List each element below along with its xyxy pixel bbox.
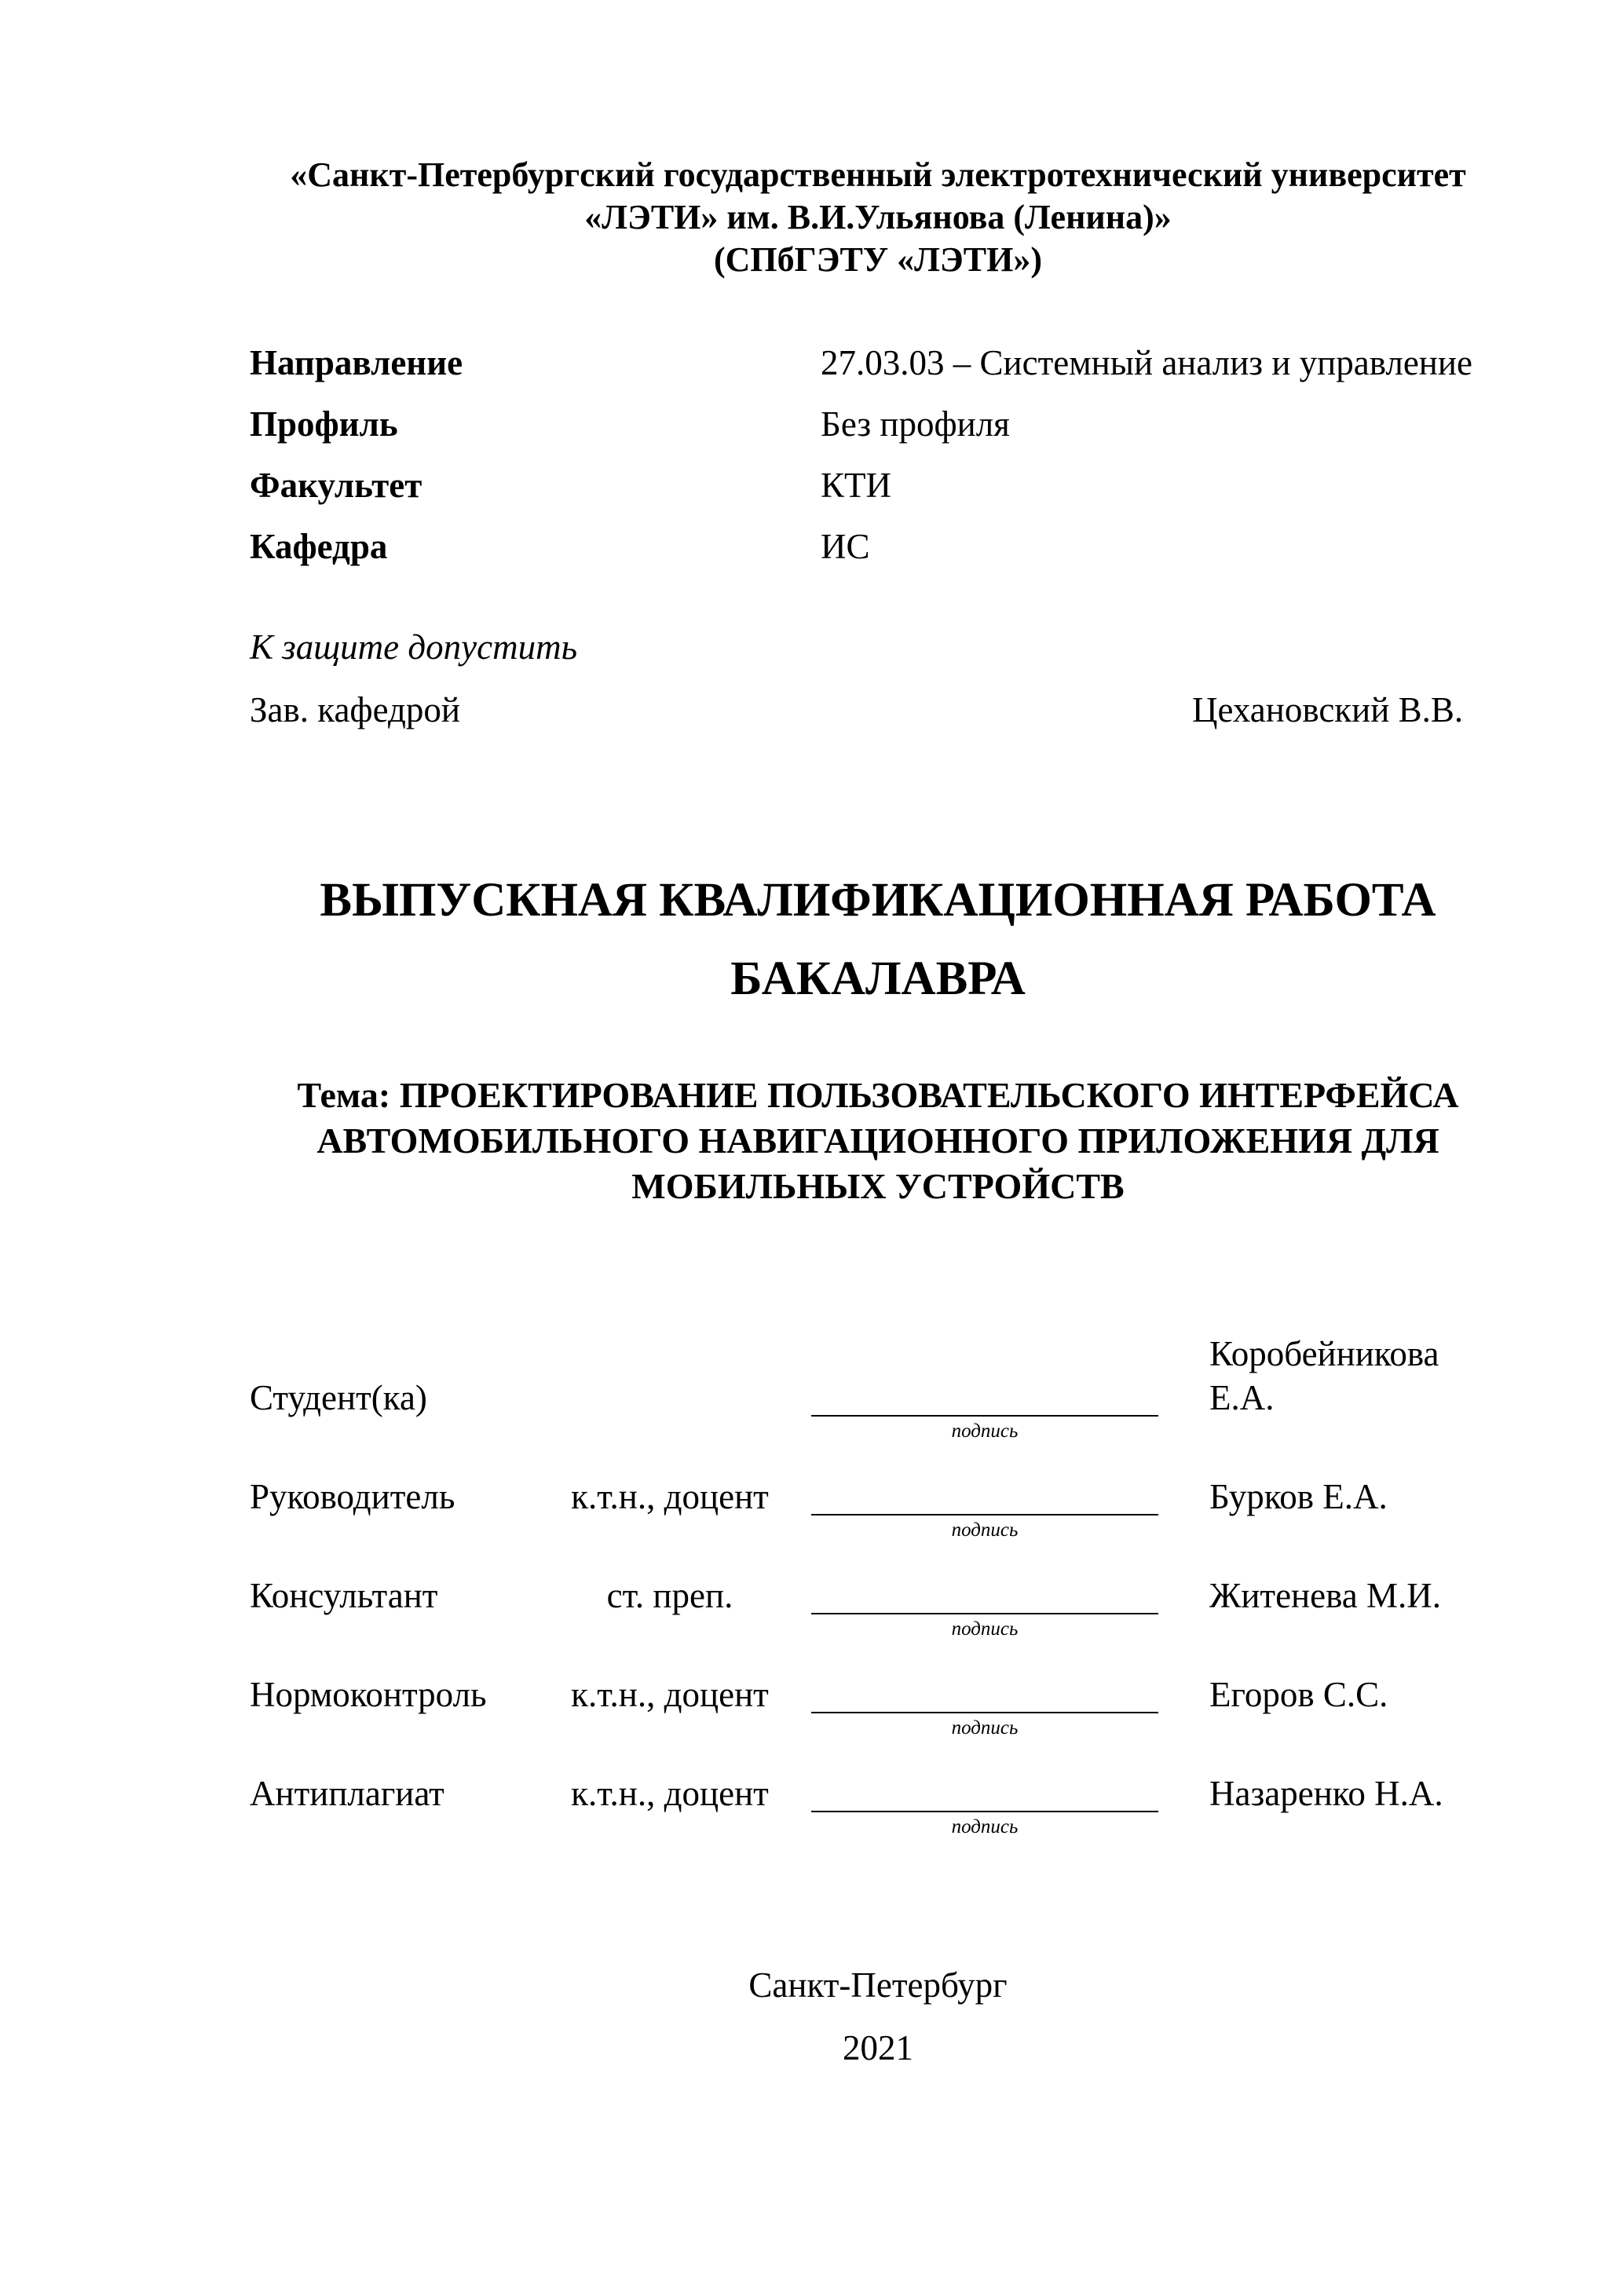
signature-line-consultant [811, 1613, 1158, 1614]
signature-name-student-line2: Е.А. [1209, 1378, 1275, 1417]
faculty-label: Факультет [250, 466, 422, 505]
department-head-name: Цехановский В.В. [1192, 690, 1464, 729]
topic [250, 1073, 1506, 1209]
signature-role-normcontrol: Нормоконтроль [250, 1675, 487, 1714]
signature-caption-supervisor: подпись [951, 1519, 1019, 1541]
signature-name-supervisor: Бурков Е.А. [1209, 1477, 1388, 1516]
profile-label: Профиль [250, 404, 398, 444]
signature-line-antiplagiarism [811, 1811, 1158, 1812]
signature-role-antiplagiarism: Антиплагиат [250, 1774, 444, 1813]
signature-caption-antiplagiarism: подпись [951, 1816, 1019, 1837]
signature-role-supervisor: Руководитель [250, 1477, 455, 1516]
department-head-label: Зав. кафедрой [250, 690, 460, 729]
signature-caption-student: подпись [951, 1420, 1019, 1442]
signature-caption-consultant: подпись [951, 1618, 1019, 1640]
work-title-line2: БАКАЛАВРА [730, 952, 1026, 1005]
signature-role-consultant: Консультант [250, 1576, 438, 1615]
signature-role-student: Студент(ка) [250, 1378, 427, 1417]
topic-line3: МОБИЛЬНЫХ УСТРОЙСТВ [631, 1166, 1125, 1206]
direction-label: Направление [250, 343, 463, 382]
signature-rank-consultant: ст. преп. [606, 1576, 733, 1615]
signature-rank-normcontrol: к.т.н., доцент [571, 1675, 769, 1714]
admission-note: К защите допустить [250, 627, 578, 667]
university-name-line2: «ЛЭТИ» им. В.И.Ульянова (Ленина)» [584, 198, 1172, 236]
footer-year: 2021 [843, 2028, 913, 2067]
department-label: Кафедра [250, 527, 388, 566]
signature-caption-normcontrol: подпись [951, 1717, 1019, 1738]
work-title-line1: ВЫПУСКНАЯ КВАЛИФИКАЦИОННАЯ РАБОТА [320, 874, 1436, 927]
faculty-value: КТИ [821, 466, 891, 505]
signature-rank-supervisor: к.т.н., доцент [571, 1477, 769, 1516]
department-value: ИС [821, 527, 870, 566]
signature-line-student [811, 1415, 1158, 1417]
topic-line2: АВТОМОБИЛЬНОГО НАВИГАЦИОННОГО ПРИЛОЖЕНИЯ ДЛЯ [316, 1121, 1439, 1161]
signature-name-normcontrol: Егоров С.С. [1209, 1675, 1388, 1714]
topic-line1: Тема: ПРОЕКТИРОВАНИЕ ПОЛЬЗОВАТЕЛЬСКОГО ИНТЕРФЕЙСА [297, 1075, 1459, 1115]
footer-city: Санкт-Петербург [748, 1965, 1008, 2005]
signature-name-student-line1: Коробейникова [1209, 1334, 1439, 1373]
profile-value: Без профиля [821, 404, 1010, 444]
signature-rank-antiplagiarism: к.т.н., доцент [571, 1774, 769, 1813]
signature-line-supervisor [811, 1514, 1158, 1515]
signature-line-normcontrol [811, 1712, 1158, 1713]
university-abbreviation: (СПбГЭТУ «ЛЭТИ») [714, 240, 1042, 279]
university-header [250, 154, 1506, 281]
direction-value: 27.03.03 – Системный анализ и управление [821, 343, 1472, 382]
university-name-line1: «Санкт-Петербургский государственный электротехнический университет [290, 155, 1466, 194]
signature-name-consultant: Житенева М.И. [1209, 1576, 1441, 1615]
signature-name-antiplagiarism: Назаренко Н.А. [1209, 1774, 1443, 1813]
